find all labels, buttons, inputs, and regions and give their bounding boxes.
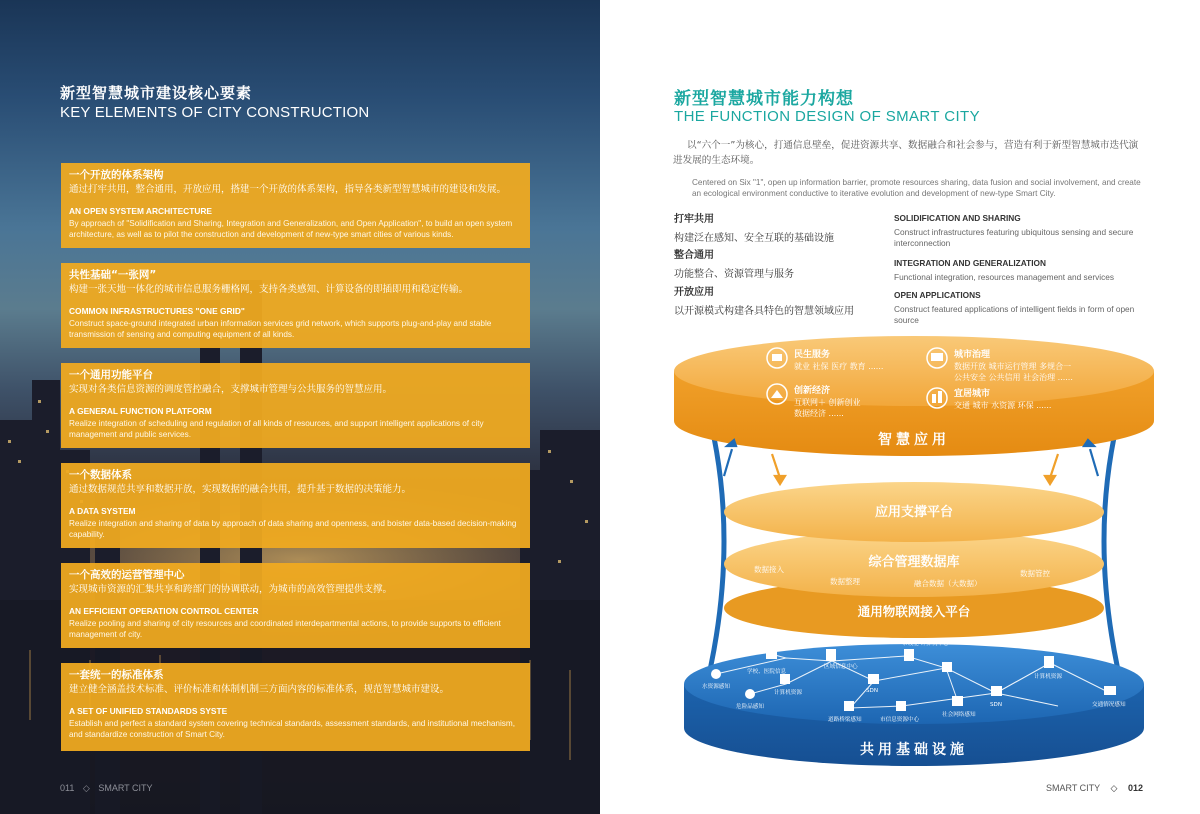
card-desc-en: Establish and perfect a standard system covering technical standards, assessment standards, and institutional mechanism, and standardize construction of Smart City.	[69, 719, 515, 739]
right-page	[600, 0, 1200, 814]
item-title: SOLIDIFICATION AND SHARING	[894, 213, 1021, 223]
db-tag: 数据管控	[1020, 569, 1050, 578]
item-desc: 功能整合、资源管理与服务	[674, 269, 794, 280]
item-zh-1	[674, 210, 834, 244]
node-label: 市级能 计算机中心	[902, 641, 949, 647]
sdn-node-icon	[868, 674, 879, 684]
app-title: 城市治理	[954, 350, 991, 360]
traffic-sensor-node-icon	[1104, 686, 1116, 695]
down-arrow-icon	[1045, 454, 1058, 484]
item-desc: Construct featured applications of intelligent fields in form of open source	[894, 304, 1135, 325]
item-title: OPEN APPLICATIONS	[894, 290, 981, 300]
card-desc-zh: 实现对各类信息资源的调度管控融合，支撑城市管理与公共服务的智慧应用。	[69, 384, 393, 395]
top-layer-label: 智慧应用	[878, 432, 950, 448]
app-line: 数据经济 ......	[794, 409, 844, 418]
diamond-icon: ◇	[82, 783, 90, 793]
node-label: SDN	[990, 702, 1003, 708]
element-card-3	[61, 363, 530, 448]
node-label: 危险品感知	[736, 704, 764, 710]
app-line: 就业 社保 医疗 教育 ......	[794, 362, 884, 371]
app-title: 创新经济	[794, 386, 831, 396]
item-desc: Functional integration, resources management and services	[894, 272, 1114, 282]
left-footer	[60, 783, 153, 794]
item-desc: Construct infrastructures featuring ubiquitous sensing and secure interconnection	[894, 227, 1134, 248]
app-title: 宜居城市	[954, 389, 991, 399]
left-title-en: KEY ELEMENTS OF CITY CONSTRUCTION	[60, 104, 370, 121]
app-line: 公共安全 公共信用 社会治理 ......	[954, 373, 1073, 382]
node-label: 区域信息中心	[824, 664, 858, 670]
intro-zh: 以“六个一”为核心，打通信息壁垒，促进资源共享、数据融合和社会参与，营造有利于新型智慧城市迭代演进发展的生态环境。	[673, 140, 1139, 166]
sdn-node-icon	[991, 686, 1002, 696]
app-line: 数据开放 城市运行管理 多规合一	[954, 362, 1072, 371]
smart-application-layer	[674, 336, 1154, 456]
card-title-en: COMMON INFRASTRUCTURES "ONE GRID"	[69, 306, 245, 316]
app-support-platform-layer	[724, 482, 1104, 542]
network-hub-node-icon	[942, 662, 952, 672]
shared-infrastructure-layer	[684, 639, 1144, 766]
item-title: 打牢共用	[674, 214, 714, 225]
card-desc-en: Realize pooling and sharing of city resources and coordinated interdepartmental actions, to provide supports to efficient management of city.	[69, 619, 501, 639]
card-title-zh: 一套统一的标准体系	[69, 669, 164, 681]
card-title-en: AN EFFICIENT OPERATION CONTROL CENTER	[69, 606, 259, 616]
element-card-1	[61, 163, 530, 248]
platform-label: 应用支撑平台	[874, 505, 954, 520]
node-label: 计算机资源	[1034, 674, 1062, 680]
footer-text: SMART CITY	[1046, 783, 1101, 793]
card-desc-zh: 构建一张天地一体化的城市信息服务栅格网，支持各类感知、计算设备的即插即用和稳定传输。	[69, 284, 469, 295]
card-desc-en: Realize integration of scheduling and regulation of all kinds of resources, and support intelligent applications of city management and public services.	[69, 419, 484, 439]
database-label: 综合管理数据库	[868, 555, 960, 570]
city-info-center-node-icon	[896, 701, 906, 711]
element-card-5	[61, 563, 530, 648]
element-card-2	[61, 263, 530, 348]
compute-resource-node-icon	[780, 674, 790, 684]
item-en-3	[894, 290, 1156, 326]
app-line: 互联网＋ 创新创业	[794, 398, 861, 407]
node-label: 交通情况感知	[1092, 702, 1126, 708]
page-number: 012	[1127, 783, 1143, 793]
down-arrow-icon	[772, 454, 785, 484]
node-label: 市信息资源中心	[880, 717, 920, 723]
element-card-6	[61, 663, 530, 751]
right-title-zh: 新型智慧城市能力构想	[674, 89, 854, 109]
social-network-node-icon	[952, 696, 963, 706]
architecture-diagram	[674, 336, 1154, 766]
card-desc-en: Construct space-ground integrated urban information services grid network, which supports plug-and-play and stable transmission of sensing and computing equipment of all kinds.	[69, 319, 492, 339]
node-label: SDN	[866, 688, 879, 694]
element-card-4	[61, 463, 530, 548]
footer-text: SMART CITY	[98, 783, 153, 793]
card-desc-en: Realize integration and sharing of data by approach of data sharing and openness, and boister data-based decision-making capability.	[69, 519, 517, 539]
card-desc-zh: 建立健全涵盖技术标准、评价标准和体制机制三方面内容的标准体系，规范智慧城市建设。	[69, 684, 450, 695]
up-arrow-icon	[724, 440, 736, 476]
card-title-zh: 一个开放的体系架构	[69, 169, 164, 181]
card-desc-zh: 实现城市资源的汇集共享和跨部门的协调联动，为城市的高效管理提供支撑。	[69, 584, 393, 595]
card-title-en: AN OPEN SYSTEM ARCHITECTURE	[69, 206, 213, 216]
item-en-2	[894, 258, 1156, 283]
item-title: INTEGRATION AND GENERALIZATION	[894, 258, 1046, 268]
school-hospital-node-icon	[766, 649, 777, 659]
card-desc-en: By approach of "Solidification and Sharing, Integration and Generalization, and Open Application", to build an open system architecture, as well as to pilot the construction and development of new-type smart cities of various kinds.	[69, 219, 513, 239]
bottom-layer-label: 共用基础设施	[860, 742, 968, 758]
left-title-zh: 新型智慧城市建设核心要素	[60, 84, 253, 102]
right-footer	[1046, 783, 1143, 794]
diamond-icon: ◇	[1110, 783, 1118, 793]
card-desc-zh: 通过打牢共用，整合通用，开放应用，搭建一个开放的体系架构，指导各类新型智慧城市的建设和发展。	[69, 184, 507, 195]
card-title-en: A SET OF UNIFIED STANDARDS SYSTE	[69, 706, 228, 716]
db-tag: 数据接入	[754, 565, 784, 574]
iot-label: 通用物联网接入平台	[857, 604, 971, 619]
db-tag: 融合数据（大数据）	[914, 579, 982, 588]
db-tag: 数据整理	[830, 577, 860, 586]
card-title-en: A GENERAL FUNCTION PLATFORM	[69, 406, 212, 416]
regional-center-node-icon	[826, 649, 836, 661]
node-label: 学校、医院信息	[747, 669, 787, 675]
item-zh-3	[674, 283, 854, 317]
app-line: 交通 城市 水资源 环保 ......	[954, 401, 1052, 410]
item-en-1	[894, 213, 1156, 249]
node-label: 道路桥梁感知	[828, 717, 862, 723]
item-title: 开放应用	[674, 287, 714, 298]
card-title-zh: 一个高效的运营管理中心	[69, 569, 185, 581]
item-title: 整合通用	[674, 250, 714, 261]
card-title-zh: 一个通用功能平台	[69, 369, 153, 381]
node-label: 社会网络感知	[942, 712, 976, 718]
card-title-en: A DATA SYSTEM	[69, 506, 136, 516]
hazard-sensor-node-icon	[745, 689, 755, 699]
card-title-zh: 共性基础“一张网”	[69, 269, 157, 281]
bridge-sensor-node-icon	[844, 701, 854, 711]
intro-en: Centered on Six "1", open up information barrier, promote resources sharing, data fusion and social involvement, and create an ecological environment conductive to iterative evolution and development of new-type Smart City.	[692, 178, 1141, 198]
app-title: 民生服务	[794, 350, 831, 360]
item-zh-2	[674, 246, 794, 280]
water-sensor-node-icon	[711, 669, 721, 679]
item-desc: 以开源模式构建各具特色的智慧领域应用	[674, 306, 854, 317]
card-title-zh: 一个数据体系	[69, 469, 132, 481]
page-number: 011	[60, 783, 75, 793]
up-arrow-icon	[1084, 440, 1098, 476]
city-computing-center-node-icon	[904, 649, 914, 661]
compute-resource-node-icon	[1044, 656, 1054, 668]
item-desc: 构建泛在感知、安全互联的基础设施	[674, 233, 834, 244]
card-desc-zh: 通过数据规范共享和数据开放，实现数据的融合共用，提升基于数据的决策能力。	[69, 484, 412, 495]
right-title-en: THE FUNCTION DESIGN OF SMART CITY	[674, 108, 980, 125]
node-label: 水资源感知	[702, 684, 730, 690]
node-label: 计算机资源	[774, 690, 802, 696]
